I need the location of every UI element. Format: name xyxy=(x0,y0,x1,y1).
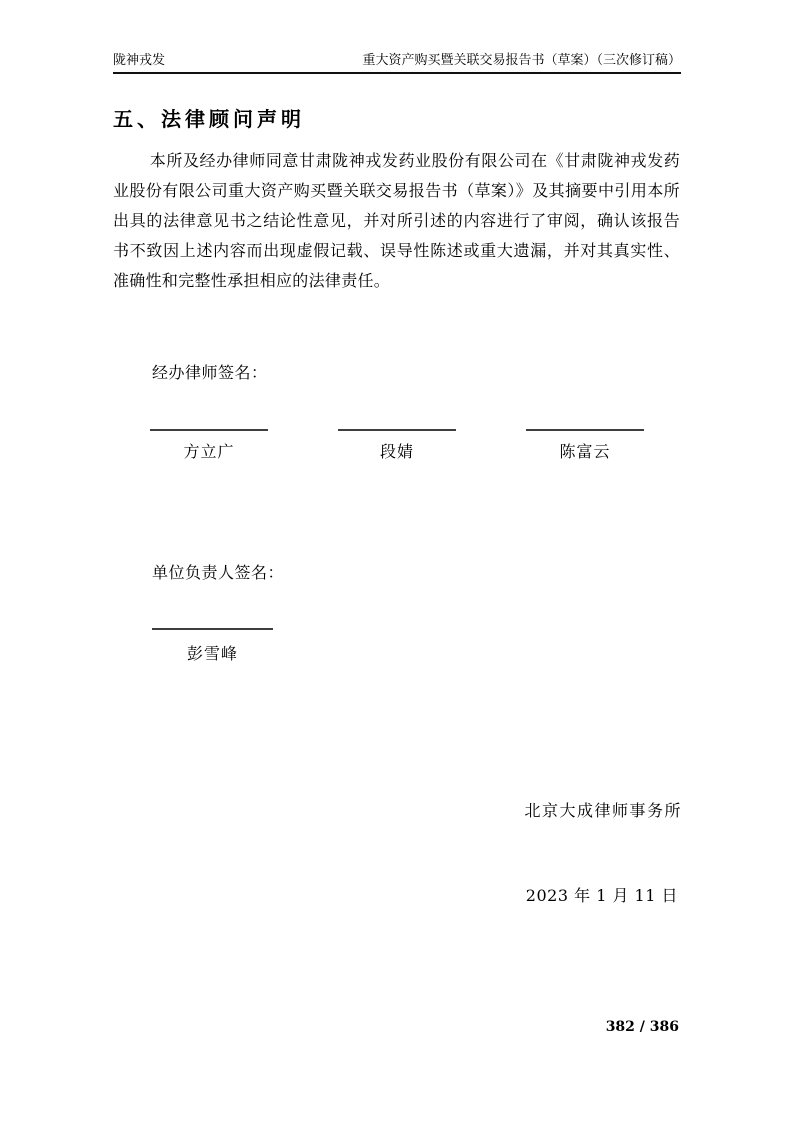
page-header xyxy=(113,52,681,74)
lawyer-signature-row xyxy=(150,429,644,462)
law-firm-name: 北京大成律师事务所 xyxy=(524,801,682,820)
lawyer-name: 段婧 xyxy=(379,442,414,461)
lawyer-signature-label: 经办律师签名： xyxy=(152,363,268,382)
lawyer-signature-block xyxy=(338,429,456,462)
page-number: 382 / 386 xyxy=(605,1019,679,1035)
signature-date: 2023 年 1 月 11 日 xyxy=(525,886,678,905)
header-report-title: 重大资产购买暨关联交易报告书（草案）（三次修订稿） xyxy=(362,53,681,68)
unit-head-signature-label: 单位负责人签名： xyxy=(152,563,285,582)
legal-statement-paragraph: 本所及经办律师同意甘肃陇神戎发药业股份有限公司在《甘肃陇神戎发药业股份有限公司重大资产购买暨关联交易报告书（草案）》及其摘要中引用本所出具的法律意见书之结论性意见，并对所引述的内容进行了审阅，确认该报告书不致因上述内容而出现虚假记载、误导性陈述或重大遗漏，并对其真实性、准确性和完整性承担相应的法律责任。 xyxy=(113,151,680,290)
lawyer-name: 方立广 xyxy=(183,442,235,461)
lawyer-name: 陈富云 xyxy=(559,442,611,461)
lawyer-signature-block xyxy=(150,429,268,462)
lawyer-signature-block xyxy=(526,429,644,462)
unit-head-signature-block xyxy=(152,628,273,664)
signature-line xyxy=(150,429,268,431)
signature-line xyxy=(526,429,644,431)
header-company-name: 陇神戎发 xyxy=(113,53,166,68)
signature-line xyxy=(152,628,273,630)
signature-line xyxy=(338,429,456,431)
unit-head-name: 彭雪峰 xyxy=(186,644,238,663)
section-title: 五、法律顾问声明 xyxy=(113,107,305,131)
